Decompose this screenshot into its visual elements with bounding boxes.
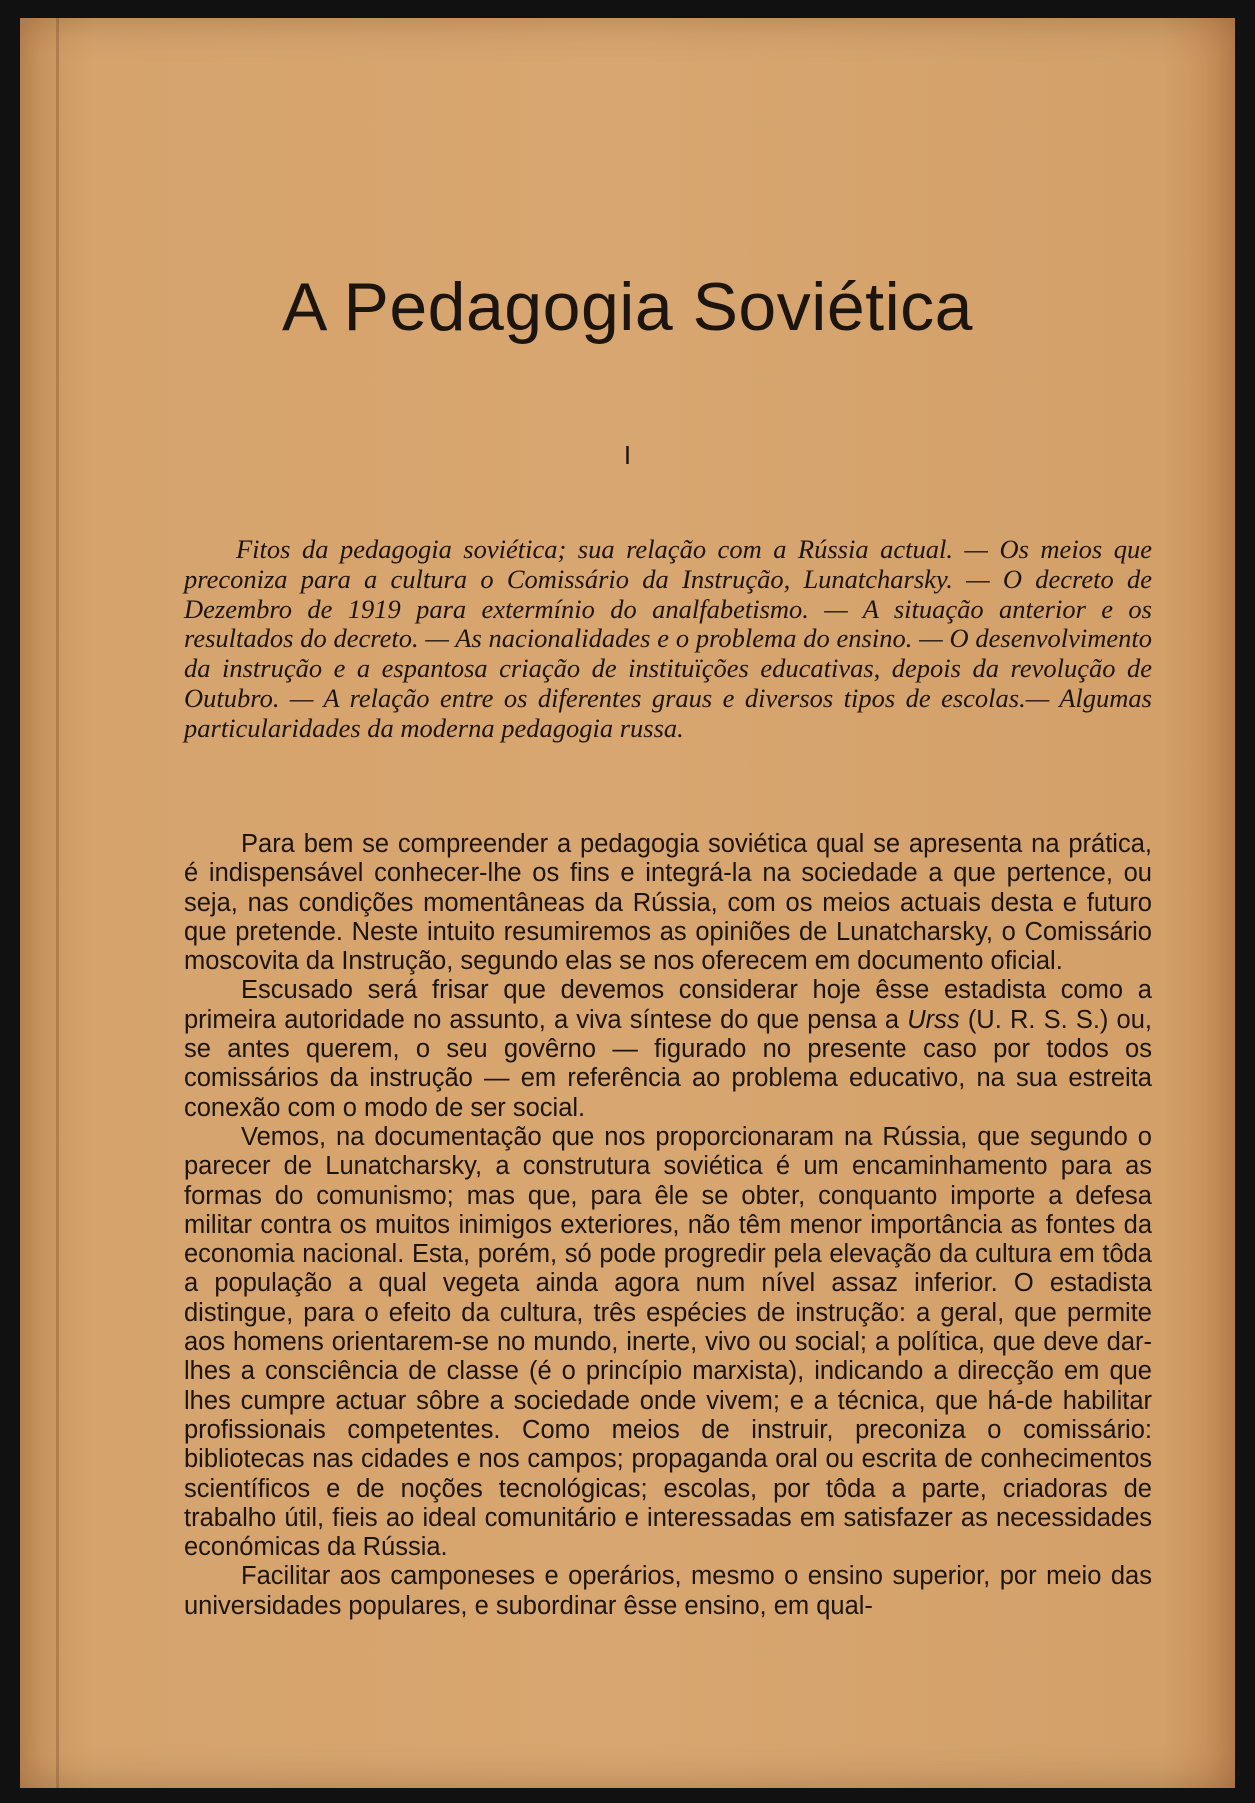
paragraph-1: Para bem se compreender a pedagogia soviética qual se apresenta na prática, é indispensável conhecer-lhe os fins e integrá-la na sociedade a que pertence, ou seja, nas condições momentâneas da Rússia, com os meios actuais desta e futuro que pretende. Neste intuito resumiremos as opiniões de Lunatcharsky, o Comissário moscovita da Instrução, segundo elas se nos oferecem em documento oficial. — [184, 830, 1152, 976]
book-page — [20, 18, 1235, 1788]
paragraph-2 — [184, 976, 1152, 1122]
chapter-number: I — [623, 440, 632, 470]
summary-text: Fitos da pedagogia soviética; sua relação com a Rússia actual. — Os meios que preconiza para a cultura o Comissário da Instrução, Lunatcharsky. — O decreto de Dezembro de 1919 para extermínio do analfabetismo. — A situação anterior e os resultados do decreto. — As nacionalidades e o problema do ensino. — O desenvolvimento da instrução e a espantosa criação de instituïções educativas, depois da revolução de Outubro. — A relação entre os diferentes graus e diversos tipos de escolas.— Algumas particularidades da moderna pedagogia russa. — [184, 534, 1152, 743]
paragraph-3: Vemos, na documentação que nos proporcionaram na Rússia, que segundo o parecer de Lunatcharsky, a construtura soviética é um encaminhamento para as formas do comunismo; mas que, para êle se obter, conquanto importe a defesa militar contra os muitos inimigos exteriores, não têm menor importância as fontes da economia nacional. Esta, porém, só pode progredir pela elevação da cultura em tôda a população a qual vegeta ainda agora num nível assaz inferior. O estadista distingue, para o efeito da cultura, três espécies de instrução: a geral, que permite aos homens orientarem-se no mundo, inerte, vivo ou social; a política, que deve dar-lhes a consciência de classe (é o princípio marxista), indicando a direcção em que lhes cumpre actuar sôbre a sociedade onde vivem; e a técnica, que há-de habilitar profissionais competentes. Como meios de instruir, preconiza o comissário: bibliotecas nas cidades e nos campos; propaganda oral ou escrita de conhecimentos scientíficos e de noções tecnológicas; escolas, por tôda a parte, criadoras de trabalho útil, fieis ao ideal comunitário e interessadas em satisfazer as necessidades económicas da Rússia. — [184, 1122, 1152, 1562]
paragraph-2-start: Escusado será frisar que devemos considerar hoje êsse estadista como a primeira autoridade no assunto, a viva síntese do que pensa a — [184, 976, 1152, 1034]
paragraph-2-end: (U. R. S. S.) ou, se antes querem, o seu govêrno — figurado no presente caso por todos os comissários da instrução — em referência ao problema educativo, na sua estreita conexão com o modo de ser social. — [184, 1005, 1152, 1122]
body-text — [184, 830, 1152, 1621]
paragraph-4: Facilitar aos camponeses e operários, mesmo o ensino superior, por meio das universidades populares, e subordinar êsse ensino, em qual- — [184, 1562, 1152, 1620]
page-title: A Pedagogia Soviética — [282, 269, 973, 345]
paragraph-2-italic: Urss — [907, 1005, 960, 1034]
chapter-summary — [184, 535, 1152, 744]
